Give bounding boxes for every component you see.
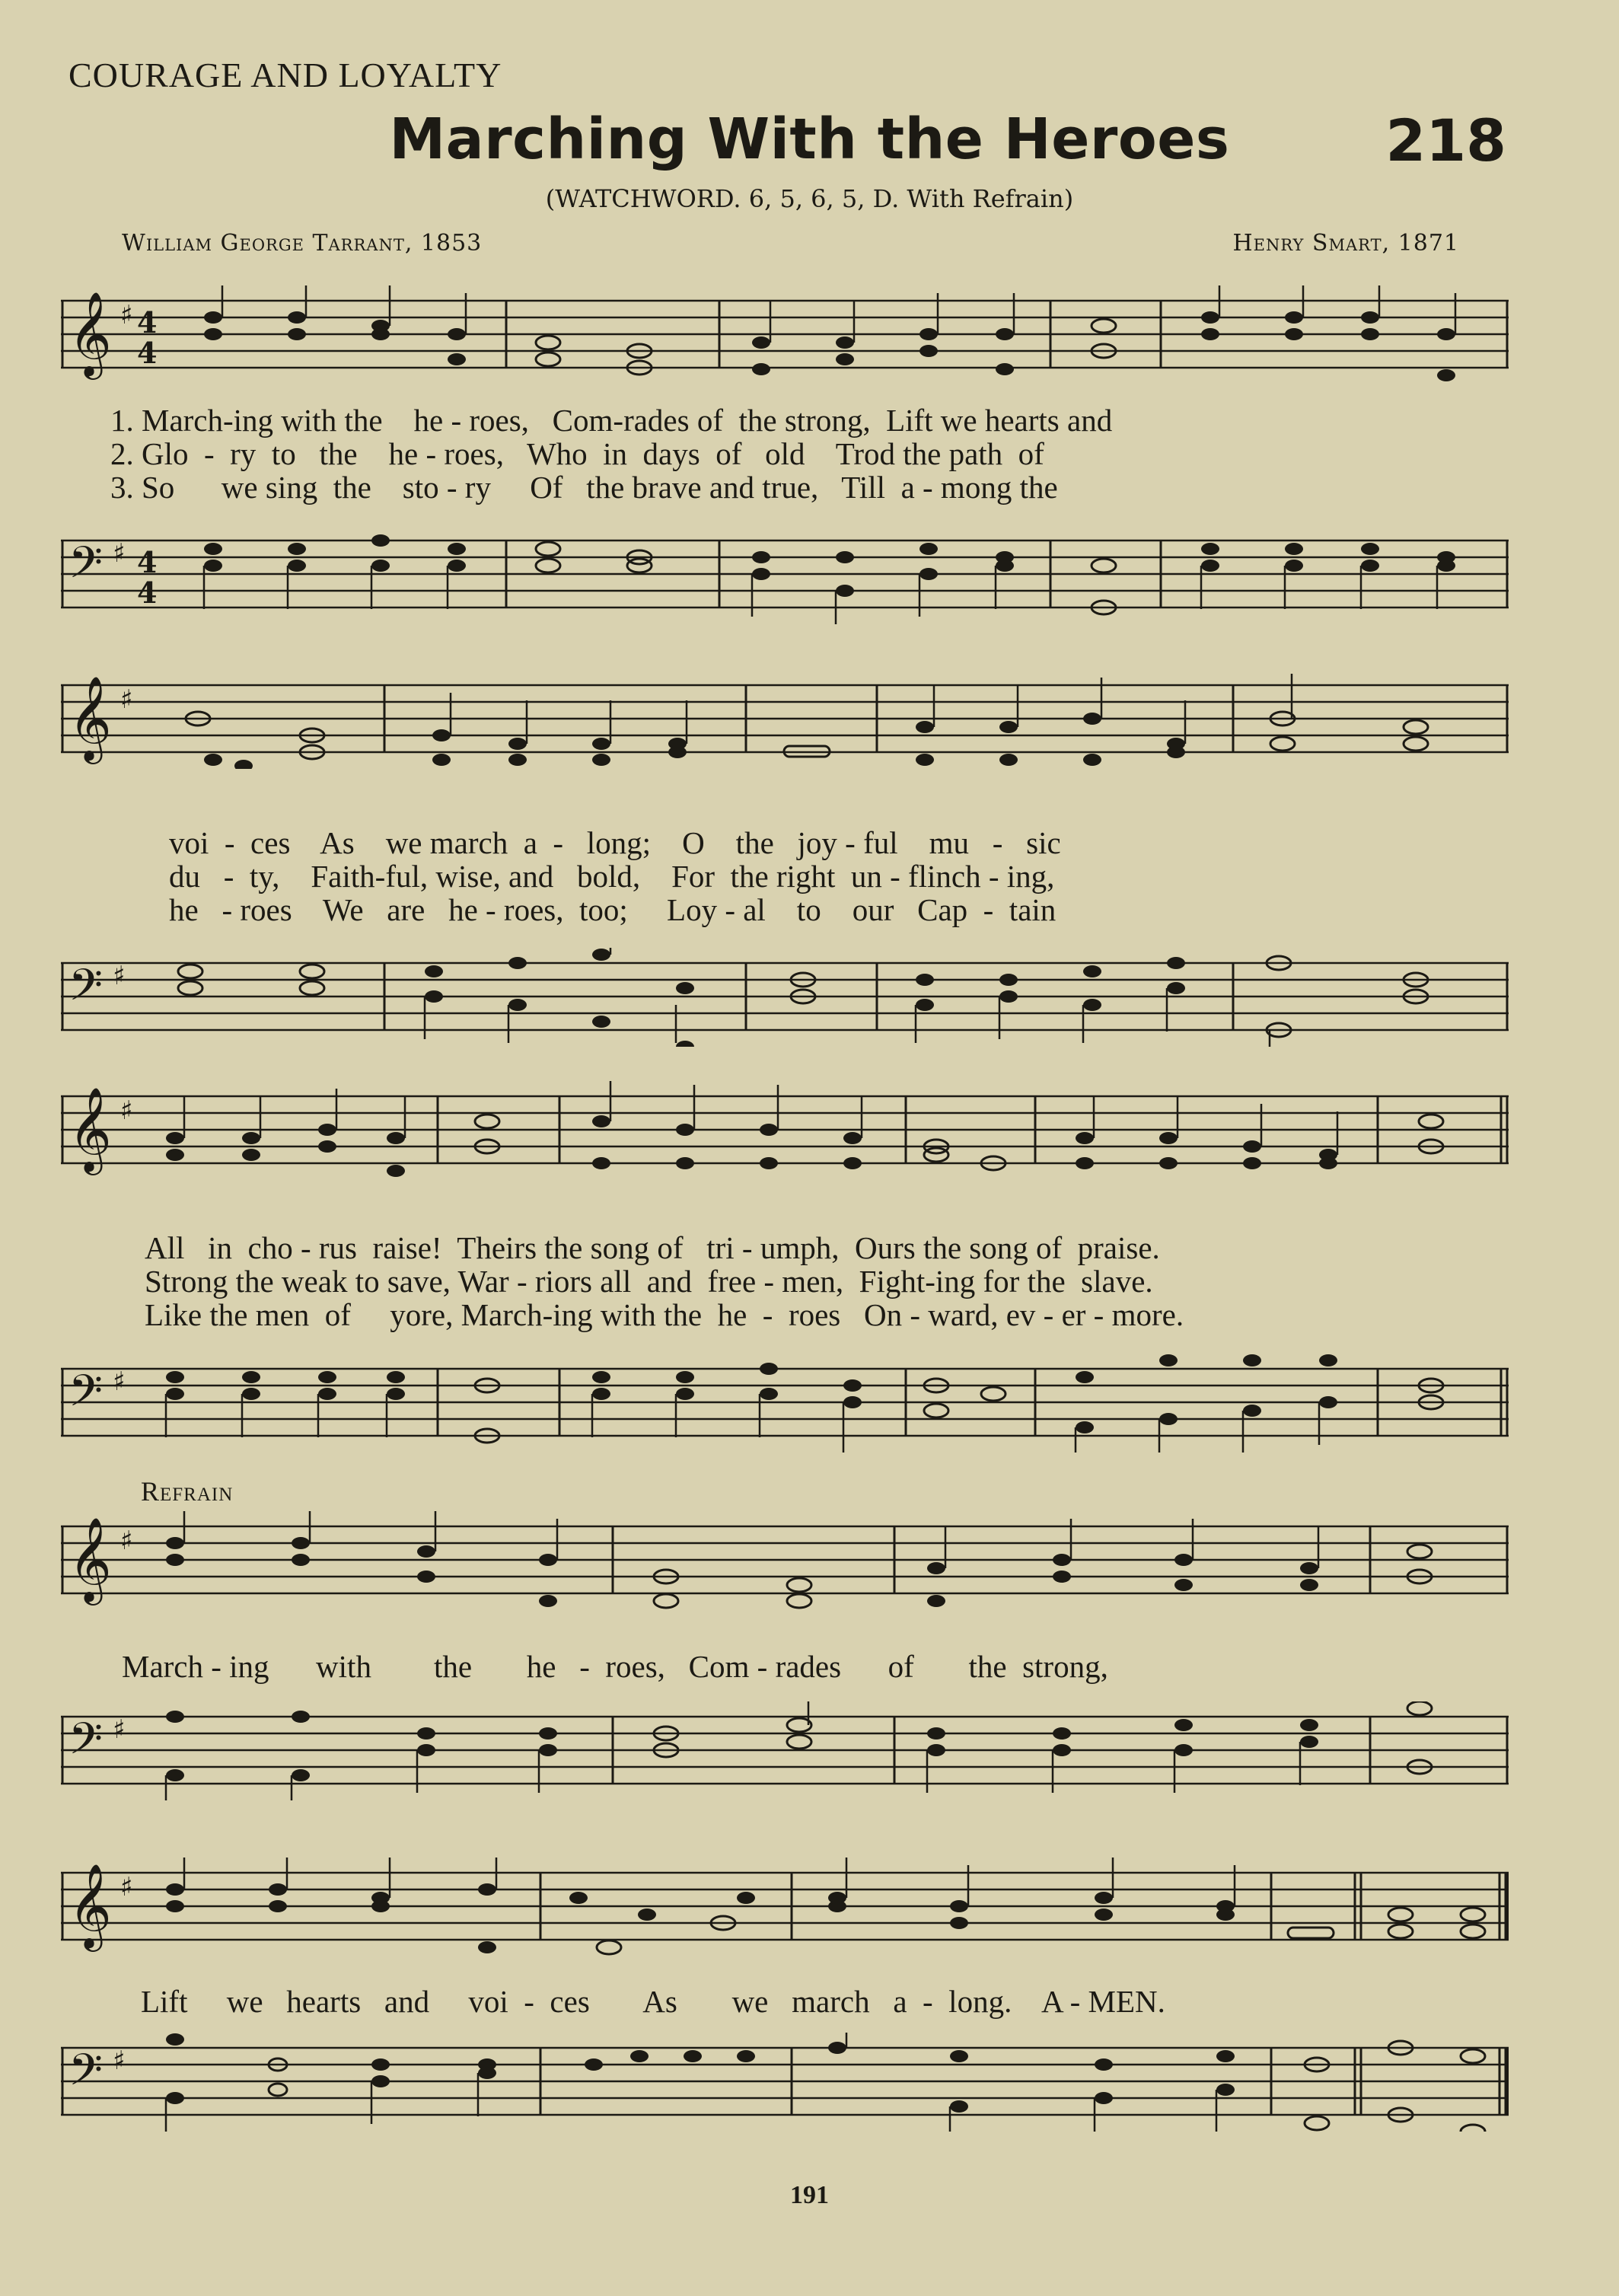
lyric-line-2-1: voi - ces As we march a - long; O the joy - ful mu - sic (169, 825, 1061, 860)
lyric-line-2-2: du - ty, Faith-ful, wise, and bold, For the right un - flinch - ing, (169, 859, 1055, 894)
svg-text:4: 4 (137, 305, 158, 340)
lyric-line-5-1: Lift we hearts and voi - ces As we march a - long. A - MEN. (141, 1984, 1165, 2019)
treble-clef-icon: 𝄞 (69, 1516, 112, 1602)
treble-staff-3-notation (61, 1081, 1509, 1180)
svg-text:4: 4 (137, 576, 158, 610)
treble-staff-3 (61, 1081, 1509, 1180)
hymn-title: Marching With the Heroes (389, 107, 1230, 172)
bass-clef-icon: 𝄢 (69, 959, 104, 1022)
treble-clef-icon: 𝄞 (69, 675, 112, 761)
bass-clef-icon: 𝄢 (69, 537, 104, 599)
treble-clef-icon: 𝄞 (69, 1086, 112, 1172)
bass-staff-3-notation (61, 1354, 1509, 1453)
treble-staff-1-notation (61, 285, 1509, 384)
bass-staff-1 (61, 525, 1509, 624)
lyric-line-1-2: 2. Glo - ry to the he - roes, Who in days of old Trod the path of (110, 436, 1044, 471)
lyric-line-3-1: All in cho - rus raise! Theirs the song of tri - umph, Ours the song of praise. (145, 1230, 1160, 1265)
page-number: 191 (790, 2181, 829, 2209)
svg-text:4: 4 (137, 336, 158, 370)
lyric-line-4-1: March - ing with the he - roes, Com - rades of the strong, (122, 1649, 1108, 1684)
lyric-line-3-3: Like the men of yore, March-ing with the he - roes On - ward, ev - er - more. (145, 1297, 1184, 1332)
svg-text:♯: ♯ (113, 961, 126, 991)
lyric-line-3-2: Strong the weak to save, War - riors all and free - men, Fight-ing for the slave. (145, 1264, 1153, 1299)
svg-text:♯: ♯ (120, 1095, 133, 1126)
bass-staff-5-notation (61, 2033, 1509, 2132)
treble-staff-5-notation (61, 1858, 1509, 1956)
refrain-label: Refrain (141, 1476, 234, 1507)
hymn-number: 218 (1385, 107, 1506, 174)
bass-staff-2 (61, 948, 1509, 1047)
treble-staff-4-notation (61, 1511, 1509, 1610)
bass-staff-2-notation (61, 948, 1509, 1047)
treble-staff-2 (61, 670, 1509, 769)
bass-staff-5 (61, 2033, 1509, 2132)
svg-text:♯: ♯ (113, 2046, 126, 2076)
svg-text:♯: ♯ (120, 684, 133, 715)
lyricist-credit: William George Tarrant, 1853 (122, 230, 483, 257)
bass-clef-icon: 𝄢 (69, 1365, 104, 1427)
bass-staff-3 (61, 1354, 1509, 1453)
svg-text:♯: ♯ (113, 1366, 126, 1397)
treble-staff-2-notation (61, 670, 1509, 769)
tune-meter: (WATCHWORD. 6, 5, 6, 5, D. With Refrain) (545, 184, 1074, 213)
bass-clef-icon: 𝄢 (69, 1713, 104, 1775)
svg-text:♯: ♯ (120, 300, 133, 330)
lyric-line-1-1: 1. March-ing with the he - roes, Com-rades of the strong, Lift we hearts and (110, 403, 1113, 438)
svg-text:♯: ♯ (120, 1872, 133, 1902)
treble-staff-1 (61, 285, 1509, 384)
section-heading: COURAGE AND LOYALTY (69, 56, 502, 94)
composer-credit: Henry Smart, 1871 (1232, 230, 1459, 257)
treble-clef-icon: 𝄞 (69, 1863, 112, 1948)
bass-staff-4-notation (61, 1701, 1509, 1800)
svg-text:♯: ♯ (120, 1526, 133, 1556)
treble-staff-4 (61, 1511, 1509, 1610)
bass-clef-icon: 𝄢 (69, 2044, 104, 2106)
svg-text:4: 4 (137, 545, 158, 579)
svg-text:♯: ♯ (113, 1714, 126, 1745)
lyric-line-2-3: he - roes We are he - roes, too; Loy - al to our Cap - tain (169, 892, 1056, 927)
bass-staff-1-notation (61, 525, 1509, 624)
lyric-line-1-3: 3. So we sing the sto - ry Of the brave and true, Till a - mong the (110, 470, 1058, 505)
treble-clef-icon: 𝄞 (69, 291, 112, 376)
bass-staff-4 (61, 1701, 1509, 1800)
svg-text:♯: ♯ (113, 538, 126, 569)
treble-staff-5 (61, 1858, 1509, 1956)
